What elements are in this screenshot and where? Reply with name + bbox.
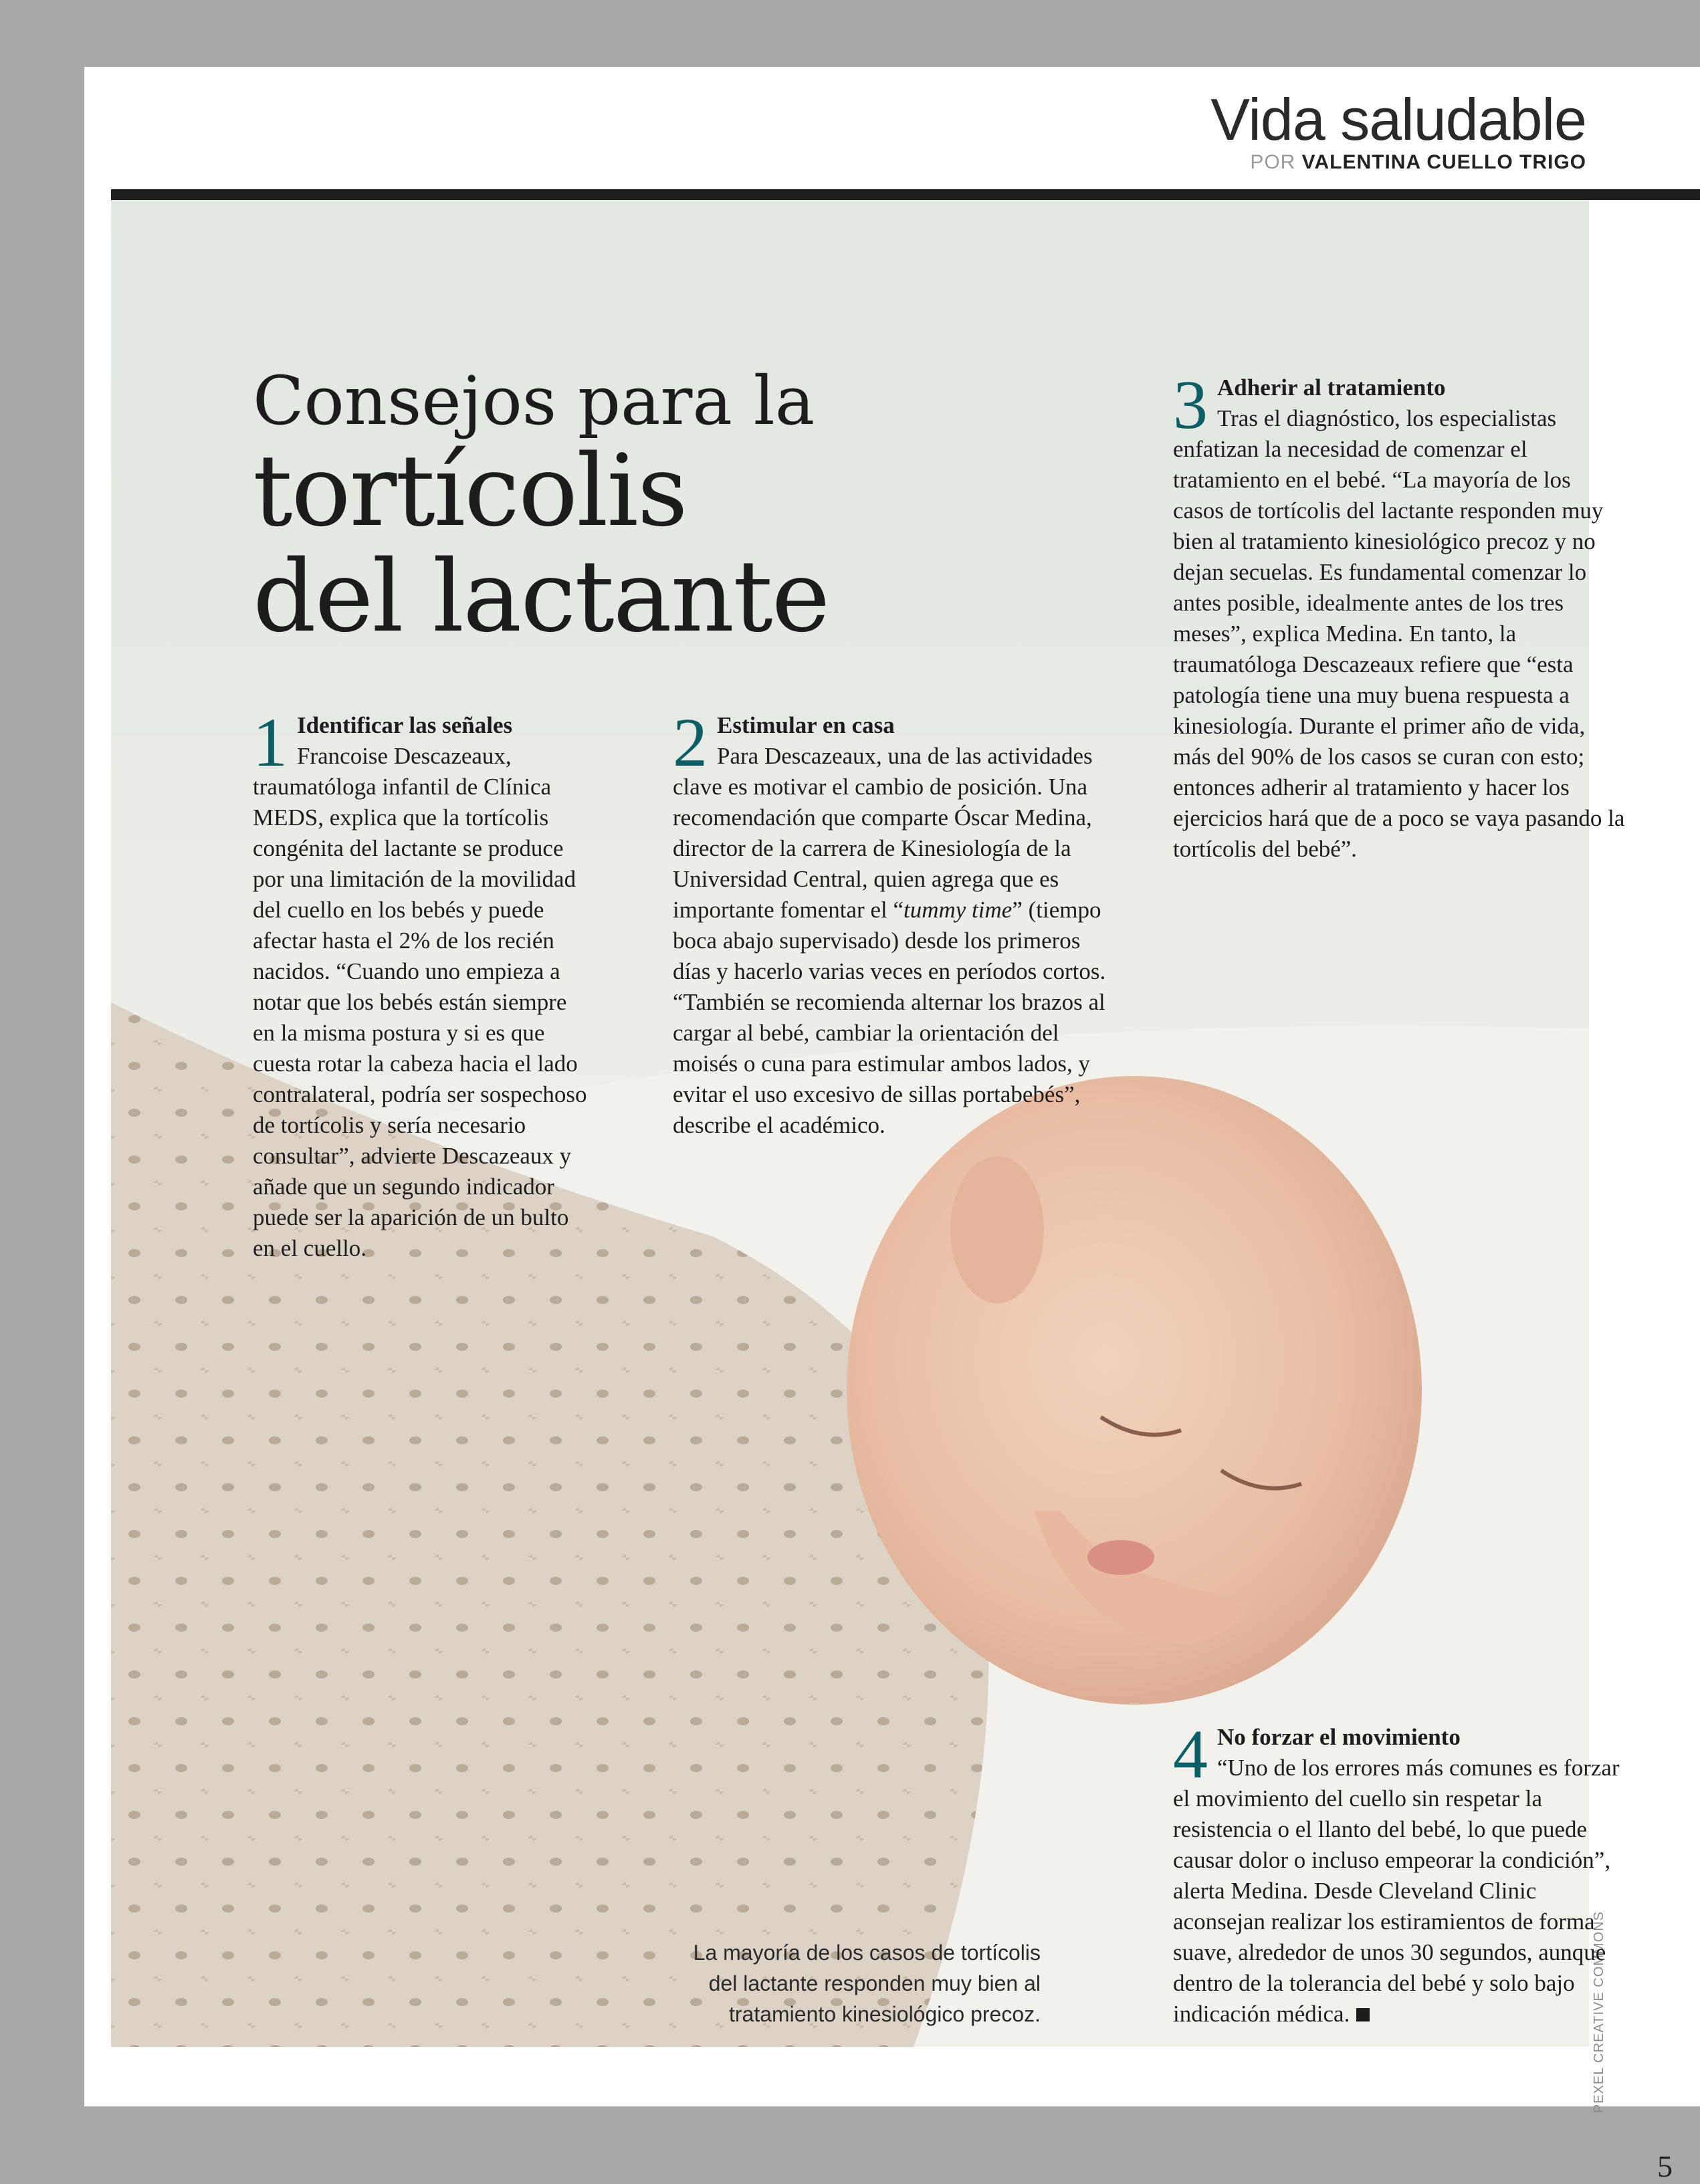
photo-caption: La mayoría de los casos de tortícolis del lactante responden muy bien al tratamiento kinesiológico precoz. xyxy=(693,1941,1041,2026)
section-stimulate-home xyxy=(673,704,1121,1141)
section-number: 1 xyxy=(253,704,288,781)
section-heading: Estimular en casa xyxy=(717,712,895,738)
section-number: 2 xyxy=(673,704,708,781)
section-body-italic: tummy time xyxy=(904,897,1013,923)
title-line-1: Consejos para la xyxy=(253,362,815,440)
photo-credit: PEXEL CREATIVE COMMONS xyxy=(1592,1910,1606,2113)
section-body-part: Para Descazeaux, una de las actividades clave es motivar el cambio de posición. Una recomendación que comparte Óscar Medina, director de la carrera de Kinesiología de la Universidad Central, quien agrega que es importante fomentar el “ xyxy=(673,743,1093,923)
section-body xyxy=(673,741,1121,1141)
title-line-3: del lactante xyxy=(253,539,829,654)
byline-author: VALENTINA CUELLO TRIGO xyxy=(1301,151,1586,173)
section-body-wrapper xyxy=(1173,1753,1625,2030)
end-mark-icon xyxy=(1356,2008,1370,2022)
section-identify-signs xyxy=(253,704,594,1264)
title-line-2: tortícolis xyxy=(253,433,687,548)
magazine-page xyxy=(84,67,1700,2183)
section-adhere-treatment xyxy=(1173,366,1625,865)
section-heading: Identificar las señales xyxy=(297,712,513,738)
section-body: “Uno de los errores más comunes es forzar el movimiento del cuello sin respetar la resistencia o el llanto del bebé, lo que puede causar dolor o incluso empeorar la condición”, alerta Medina. Desde Cleveland Clinic aconsejan realizar los estiramientos de forma suave, alrededor de unos 30 segundos, aunque dentro de la tolerancia del bebé y solo bajo indicación médica. xyxy=(1173,1755,1620,2027)
section-body: Tras el diagnóstico, los especialistas enfatizan la necesidad de comenzar el tratamiento en el bebé. “La mayoría de los casos de tortícolis del lactante responden muy bien al tratamiento kinesiológico precoz y no dejan secuelas. Es fundamental comenzar lo antes posible, idealmente antes de los tres meses”, explica Medina. En tanto, la traumatóloga Descazeaux refiere que “esta patología tiene una muy buena respuesta a kinesiología. Durante el primer año de vida, más del 90% de los casos se curan con esto; entonces adherir al tratamiento y hacer los ejercicios hará que de a poco se vaya pasando la tortícolis del bebé”. xyxy=(1173,405,1625,862)
section-title: Vida saludable xyxy=(1210,86,1586,152)
section-body-part: ” (tiempo boca abajo supervisado) desde los primeros días y hacerlo varias veces en períodos cortos. “También se recomienda alternar los brazos al cargar al bebé, cambiar la orientación del moisés o cuna para estimular ambos lados, y evitar el uso excesivo de sillas portabebés”, describe el académico. xyxy=(673,897,1106,1138)
section-number: 4 xyxy=(1173,1716,1208,1793)
header-rule xyxy=(111,189,1700,200)
section-no-force xyxy=(1173,1716,1625,2030)
section-body: Francoise Descazeaux, traumatóloga infantil de Clínica MEDS, explica que la tortícolis congénita del lactante se produce por una limitación de la movilidad del cuello en los bebés y puede afectar hasta el 2% de los recién nacidos. “Cuando uno empieza a notar que los bebés están siempre en la misma postura y si es que cuesta rotar la cabeza hacia el lado contralateral, podría ser sospechoso de tortícolis y sería necesario consultar”, advierte Descazeaux y añade que un segundo indicador puede ser la aparición de un bulto en el cuello. xyxy=(253,743,587,1261)
byline xyxy=(1250,151,1586,174)
byline-prefix: POR xyxy=(1250,151,1296,173)
section-heading: No forzar el movimiento xyxy=(1217,1724,1461,1750)
section-number: 3 xyxy=(1173,366,1208,443)
section-heading: Adherir al tratamiento xyxy=(1217,374,1446,401)
page-number: 5 xyxy=(1657,2149,1673,2183)
article-title xyxy=(253,362,829,654)
